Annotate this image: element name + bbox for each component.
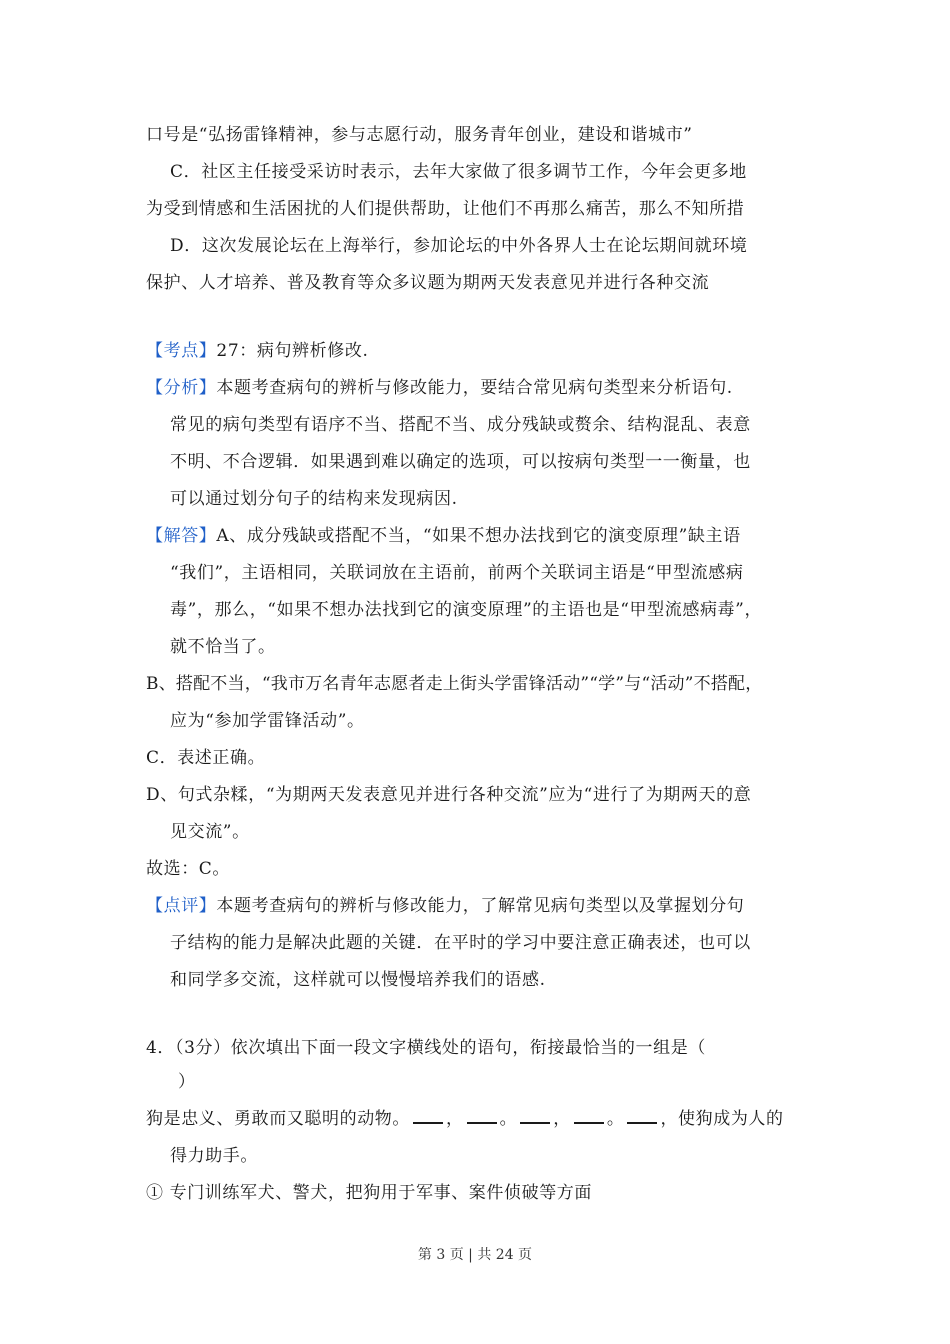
passage-sep: ，	[553, 1109, 571, 1129]
answer-line: 故选：C。	[146, 859, 231, 879]
question4-passage	[146, 1107, 784, 1131]
c-line: C．表述正确。	[146, 748, 266, 768]
dianping-line3: 和同学多交流，这样就可以慢慢培养我们的语感.	[170, 970, 546, 990]
passage-sep: ，	[446, 1109, 464, 1129]
b-line2: 应为“参加学雷锋活动”。	[170, 711, 365, 731]
fenxi-line4: 可以通过划分句子的结构来发现病因.	[170, 489, 458, 509]
kaodian-text: 27：病句辨析修改.	[216, 341, 369, 361]
d-line2: 见交流”。	[170, 822, 250, 842]
option-c-line2: 为受到情感和生活困扰的人们提供帮助，让他们不再那么痛苦，那么不知所措	[146, 199, 745, 219]
passage-sep: 。	[499, 1109, 518, 1129]
jieda-line4: 就不恰当了。	[170, 637, 276, 657]
question4-item1: ① 专门训练军犬、警犬，把狗用于军事、案件侦破等方面	[146, 1183, 593, 1203]
fenxi-text1: 本题考查病句的辨析与修改能力，要结合常见病句类型来分析语句.	[216, 378, 733, 398]
question4-passage-line2: 得力助手。	[170, 1146, 258, 1166]
fenxi-line3: 不明、不合逻辑．如果遇到难以确定的选项，可以按病句类型一一衡量，也	[170, 452, 751, 472]
jieda-line3: 毒”，那么，“如果不想办法找到它的演变原理”的主语也是“甲型流感病毒”，	[170, 600, 763, 620]
passage-sep: 。	[606, 1109, 625, 1129]
kaodian-tag: 【考点】	[146, 341, 217, 361]
question4-paren: ）	[178, 1072, 196, 1092]
dianping-text1: 本题考查病句的辨析与修改能力，了解常见病句类型以及掌握划分句	[216, 896, 745, 916]
jieda-text1: A、成分残缺或搭配不当，“如果不想办法找到它的演变原理”缺主语	[216, 526, 741, 546]
blank-3	[520, 1108, 550, 1124]
blank-2	[467, 1108, 497, 1124]
option-c-line1: C．社区主任接受采访时表示，去年大家做了很多调节工作，今年会更多地	[170, 162, 747, 182]
page-footer: 第 3 页 | 共 24 页	[417, 1247, 533, 1263]
jieda-tag: 【解答】	[146, 526, 217, 546]
blank-5	[627, 1108, 657, 1124]
fenxi-line1	[146, 376, 733, 400]
dianping-line2: 子结构的能力是解决此题的关键．在平时的学习中要注意正确表述，也可以	[170, 933, 751, 953]
d-line1: D、句式杂糅，“为期两天发表意见并进行各种交流”应为“进行了为期两天的意	[146, 785, 752, 805]
slogan-line: 口号是“弘扬雷锋精神，参与志愿行动，服务青年创业，建设和谐城市”	[146, 125, 693, 145]
passage-start: 狗是忠义、勇敢而又聪明的动物。	[146, 1109, 410, 1129]
blank-4	[574, 1108, 604, 1124]
question4-stem: 4．（3分）依次填出下面一段文字横线处的语句，衔接最恰当的一组是（	[146, 1038, 706, 1058]
b-line1: B、搭配不当，“我市万名青年志愿者走上街头学雷锋活动”“学”与“活动”不搭配，	[146, 674, 763, 694]
option-d-line1: D．这次发展论坛在上海举行，参加论坛的中外各界人士在论坛期间就环境	[170, 236, 748, 256]
fenxi-tag: 【分析】	[146, 378, 217, 398]
dianping-line1	[146, 894, 744, 918]
kaodian-line	[146, 339, 368, 363]
fenxi-line2: 常见的病句类型有语序不当、搭配不当、成分残缺或赘余、结构混乱、表意	[170, 415, 751, 435]
jieda-line2: “我们”，主语相同，关联词放在主语前，前两个关联词主语是“甲型流感病	[170, 563, 744, 583]
jieda-line1	[146, 524, 741, 548]
blank-1	[413, 1108, 443, 1124]
option-d-line2: 保护、人才培养、普及教育等众多议题为期两天发表意见并进行各种交流	[146, 273, 710, 293]
dianping-tag: 【点评】	[146, 896, 217, 916]
passage-end: ，使狗成为人的	[660, 1109, 784, 1129]
